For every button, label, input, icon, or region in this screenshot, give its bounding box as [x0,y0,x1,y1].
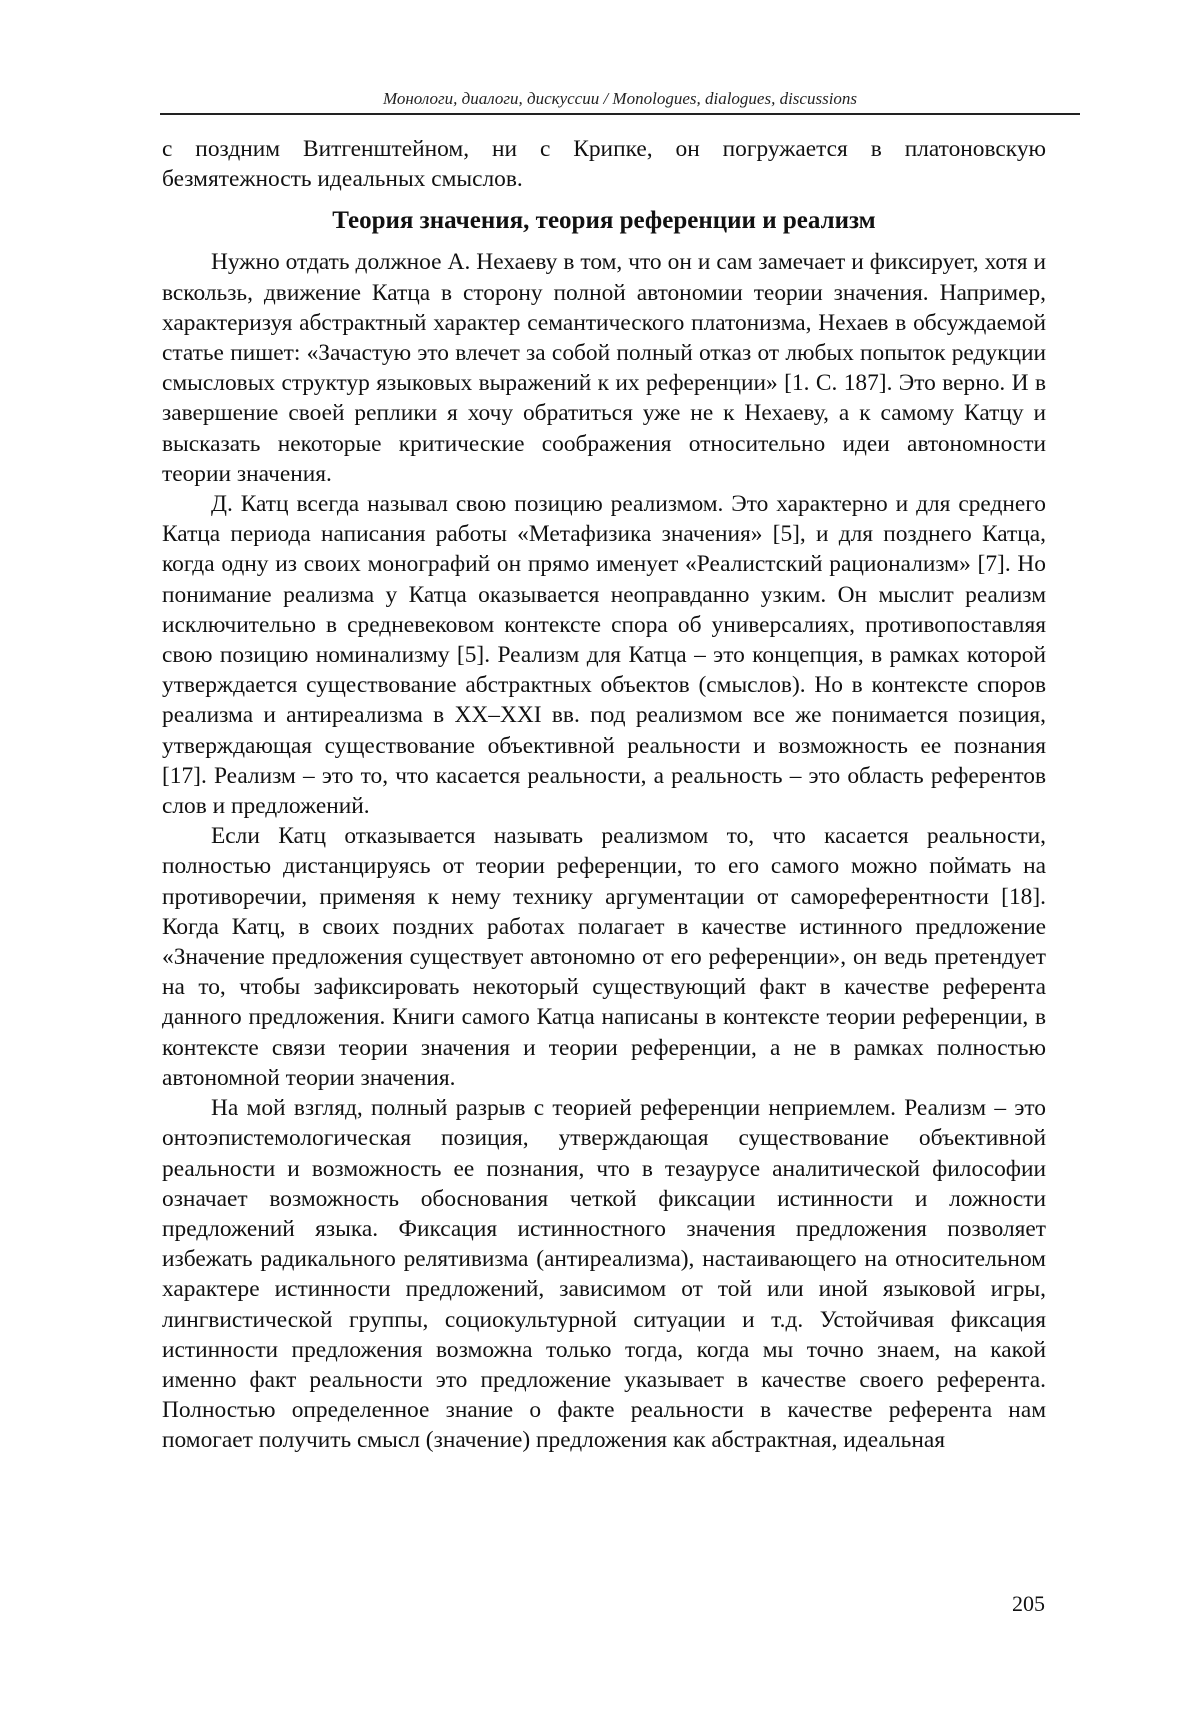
running-header: Монологи, диалоги, дискуссии / Monologues, dialogues, discussions [382,89,858,108]
body-paragraph: Д. Катц всегда называл свою позицию реализмом. Это характерно и для среднего Катца периода написания работы «Метафизика значения» [5], и для позднего Катца, когда одну из своих монографий он прямо именует «Реалистский рационализм» [7]. Но понимание реализма у Катца оказывается неоправданно узким. Он мыслит реализм исключительно в средневековом контексте спора об универсалиях, противопоставляя свою позицию номинализму [5]. Реализм для Катца – это концепция, в рамках которой утверждается существование абстрактных объектов (смыслов). Но в контексте споров реализма и антиреализма в XX–XXI вв. под реализмом все же понимается позиция, утверждающая существование объективной реальности и возможность ее познания [17]. Реализм – это то, что касается реальности, а реальность – это область референтов слов и предложений. [162,491,1046,820]
header-rule [160,113,1080,115]
section-title: Теория значения, теория референции и реализм [332,207,876,235]
page-number: 205 [1012,1591,1045,1616]
body-paragraph: На мой взгляд, полный разрыв с теорией референции неприемлем. Реализм – это онтоэпистемологическая позиция, утверждающая существование объективной реальности и возможность ее познания, что в тезаурусе аналитической философии означает возможность обоснования четкой фиксации истинности и ложности предложений языка. Фиксация истинностного значения предложения позволяет избежать радикального релятивизма (антиреализма), настаивающего на относительном характере истинности предложений, зависимом от той или иной языковой игры, лингвистической группы, социокультурной ситуации и т.д. Устойчивая фиксация истинности предложения возможна только тогда, когда мы точно знаем, на какой именно факт реальности это предложение указывает в качестве своего референта. Полностью определенное знание о факте реальности в качестве референта нам помогает получить смысл (значение) предложения как абстрактная, идеальная [162,1095,1046,1454]
body-paragraph: Нужно отдать должное А. Нехаеву в том, что он и сам замечает и фиксирует, хотя и вскользь, движение Катца в сторону полной автономии теории значения. Например, характеризуя абстрактный характер семантического платонизма, Нехаев в обсуждаемой статье пишет: «Зачастую это влечет за собой полный отказ от любых попыток редукции смысловых структур языковых выражений к их референции» [1. С. 187]. Это верно. И в завершение своей реплики я хочу обратиться уже не к Нехаеву, а к самому Катцу и высказать некоторые критические соображения относительно идеи автономности теории значения. [162,249,1046,487]
article-body [162,134,1046,1456]
continuation-paragraph: с поздним Витгенштейном, ни с Крипке, он погружается в платоновскую безмятежность идеальных смыслов. [162,136,1046,193]
body-paragraph: Если Катц отказывается называть реализмом то, что касается реальности, полностью дистанцируясь от теории референции, то его самого можно поймать на противоречии, применяя к нему технику аргументации от самореферентности [18]. Когда Катц, в своих поздних работах полагает в качестве истинного предложение «Значение предложения существует автономно от его референции», он ведь претендует на то, чтобы зафиксировать некоторый существующий факт в качестве референта данного предложения. Книги самого Катца написаны в контексте теории референции, в контексте связи теории значения и теории референции, а не в рамках полностью автономной теории значения. [162,823,1046,1091]
